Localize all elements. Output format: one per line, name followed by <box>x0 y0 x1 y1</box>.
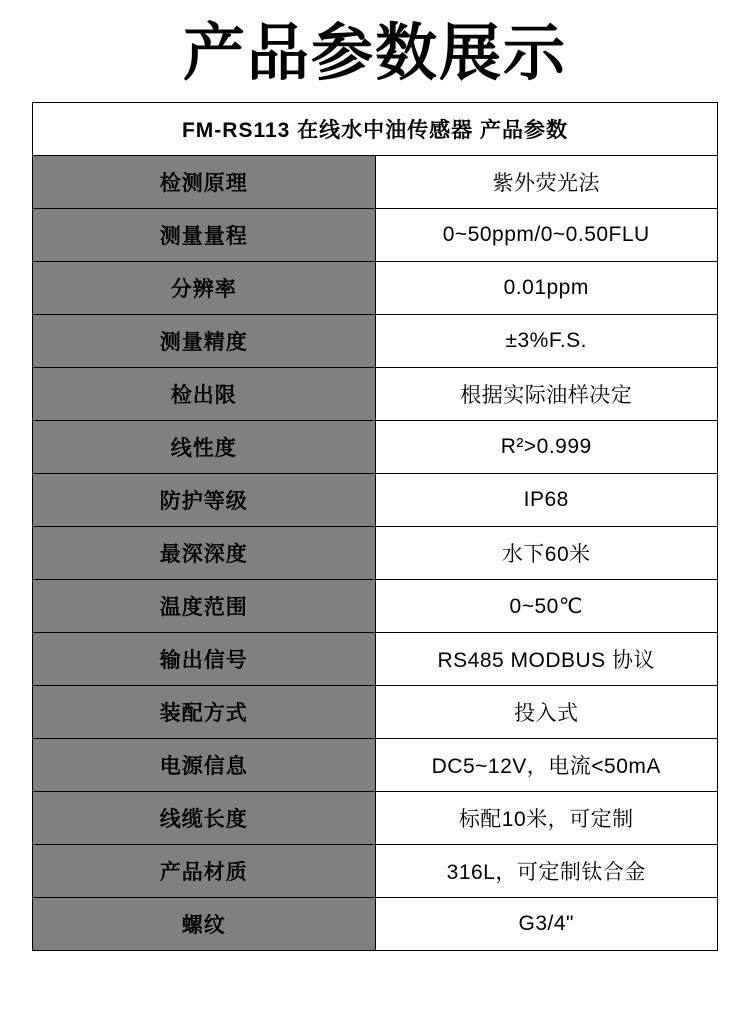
table-row <box>33 315 718 368</box>
spec-label: 测量量程 <box>33 209 376 262</box>
spec-label: 防护等级 <box>33 474 376 527</box>
spec-label: 输出信号 <box>33 633 376 686</box>
product-parameter-table <box>32 102 718 951</box>
table-row <box>33 686 718 739</box>
spec-value: 0~50℃ <box>375 580 718 633</box>
spec-value: 0~50ppm/0~0.50FLU <box>375 209 718 262</box>
spec-label: 产品材质 <box>33 845 376 898</box>
spec-table-body <box>33 103 718 951</box>
spec-value: IP68 <box>375 474 718 527</box>
spec-label: 最深深度 <box>33 527 376 580</box>
spec-value: 316L，可定制钛合金 <box>375 845 718 898</box>
spec-value: R²>0.999 <box>375 421 718 474</box>
table-row <box>33 845 718 898</box>
table-row <box>33 262 718 315</box>
spec-value: 0.01ppm <box>375 262 718 315</box>
spec-value: 标配10米，可定制 <box>375 792 718 845</box>
spec-value: 投入式 <box>375 686 718 739</box>
table-row <box>33 421 718 474</box>
spec-label: 温度范围 <box>33 580 376 633</box>
spec-value: ±3%F.S. <box>375 315 718 368</box>
spec-label: 检测原理 <box>33 156 376 209</box>
table-row <box>33 792 718 845</box>
table-row <box>33 739 718 792</box>
spec-label: 线性度 <box>33 421 376 474</box>
spec-label: 装配方式 <box>33 686 376 739</box>
table-header-row <box>33 103 718 156</box>
spec-label: 检出限 <box>33 368 376 421</box>
table-row <box>33 580 718 633</box>
page-title: 产品参数展示 <box>182 16 567 89</box>
spec-label: 螺纹 <box>33 898 376 951</box>
table-row <box>33 209 718 262</box>
spec-value: G3/4" <box>375 898 718 951</box>
spec-value: DC5~12V，电流<50mA <box>375 739 718 792</box>
table-row <box>33 527 718 580</box>
spec-label: 测量精度 <box>33 315 376 368</box>
table-title-cell: FM-RS113 在线水中油传感器 产品参数 <box>33 103 718 156</box>
table-row <box>33 474 718 527</box>
spec-table-container <box>32 102 718 951</box>
table-row <box>33 898 718 951</box>
spec-value: 紫外荧光法 <box>375 156 718 209</box>
spec-value: 根据实际油样决定 <box>375 368 718 421</box>
spec-label: 分辨率 <box>33 262 376 315</box>
spec-value: RS485 MODBUS 协议 <box>375 633 718 686</box>
table-row <box>33 633 718 686</box>
spec-label: 电源信息 <box>33 739 376 792</box>
spec-label: 线缆长度 <box>33 792 376 845</box>
table-row <box>33 156 718 209</box>
spec-value: 水下60米 <box>375 527 718 580</box>
table-row <box>33 368 718 421</box>
